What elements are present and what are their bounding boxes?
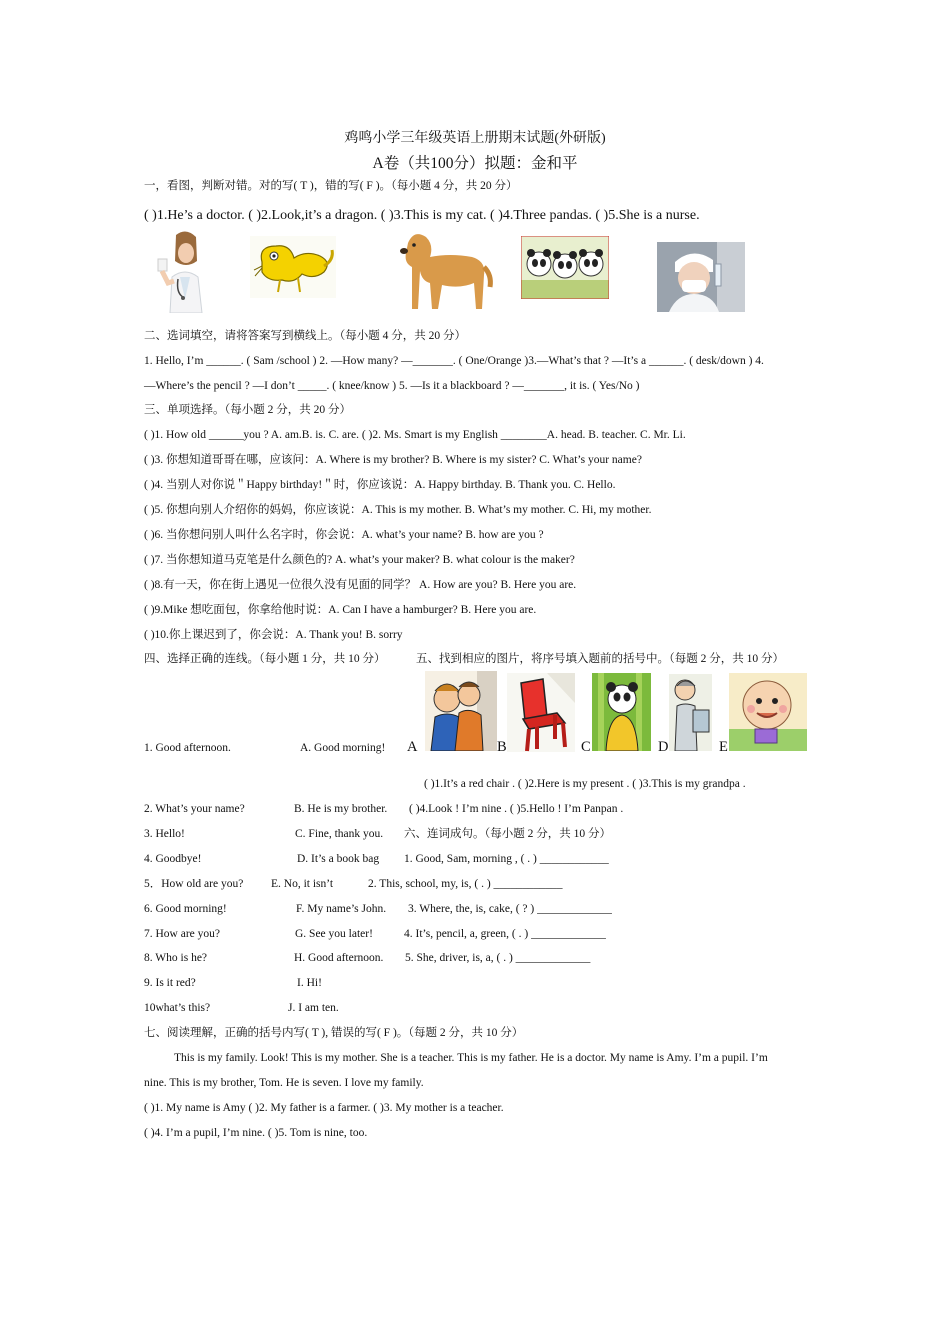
match-left-item: 4. Goodbye!: [144, 853, 202, 865]
section3-item: ( )4. 当别人对你说＂Happy birthday!＂时，你应该说：A. Happy birthday. B. Thank you. C. Hello.: [144, 479, 616, 491]
pandas-picture: [521, 236, 609, 299]
match-right-item: D. It’s a book bag: [297, 853, 380, 865]
section5-line1: ( )1.It’s a red chair . ( )2.Here is my present . ( )3.This is my grandpa .: [424, 778, 746, 790]
dog-picture: [390, 223, 495, 313]
picture-e-letter: E: [719, 739, 728, 755]
section4-heading: 四、选择正确的连线。（每小题 1 分，共 10 分）: [144, 653, 386, 665]
picture-b-letter: B: [497, 739, 507, 755]
reading-passage: This is my family. Look! This is my mother. She is a teacher. This is my father. He is a doctor. My name is Amy. I’m a pupil. I’m: [174, 1052, 768, 1064]
section3-item: ( )6. 当你想问别人叫什么名字时，你会说：A. what’s your name? B. how are you ?: [144, 529, 544, 541]
dragon-picture: [250, 236, 336, 298]
match-left-item: 8. Who is he?: [144, 952, 208, 964]
section7-heading: 七、阅读理解，正确的括号内写( T ), 错误的写( F )。（每题 2 分，共 10 分）: [144, 1027, 524, 1039]
section3-item: ( )5. 你想向别人介绍你的妈妈，你应该说：A. This is my mother. B. What’s my mother. C. Hi, my mother.: [144, 504, 652, 516]
reading-passage-cont: nine. This is my brother, Tom. He is seven. I love my family.: [144, 1077, 424, 1089]
picture-c-panda: [592, 673, 651, 751]
section1-items: ( )1.He’s a doctor. ( )2.Look,it’s a dragon. ( )3.This is my cat. ( )4.Three pandas. ( )5.She is a nurse.: [144, 208, 700, 223]
match-right-item: E. No, it isn’t: [271, 878, 334, 890]
section2-heading: 二、选词填空，请将答案写到横线上。（每小题 4 分，共 20 分）: [144, 330, 466, 342]
section6-item: 1. Good, Sam, morning , ( . ) ____________: [404, 853, 609, 865]
section3-item: ( )10.你上课迟到了，你会说：A. Thank you! B. sorry: [144, 629, 403, 641]
exam-title: 鸡鸣小学三年级英语上册期末试题(外研版): [344, 131, 606, 146]
match-left-item: 7. How are you?: [144, 928, 221, 940]
picture-c-letter: C: [581, 739, 591, 755]
section6-item: 5. She, driver, is, a, ( . ) _____________: [405, 952, 591, 964]
match-left-item: 9. Is it red?: [144, 977, 196, 989]
picture-a-letter: A: [407, 739, 418, 755]
picture-e-girl: [729, 673, 807, 751]
doctor-picture: [150, 229, 220, 313]
section3-item: ( )8.有一天，你在街上遇见一位很久没有见面的同学？ A. How are you? B. Here you are.: [144, 579, 577, 591]
match-right-item: A. Good morning!: [300, 742, 386, 754]
nurse-picture: [657, 242, 745, 312]
section1-heading: 一，看图，判断对错。对的写( T )，错的写( F )。（每小题 4 分，共 20 分）: [144, 180, 518, 192]
match-left-item: 3. Hello!: [144, 828, 185, 840]
section6-item: 4. It’s, pencil, a, green, ( . ) _____________: [404, 928, 606, 940]
picture-b-chair: [507, 673, 575, 752]
section3-heading: 三、单项选择。（每小题 2 分，共 20 分）: [144, 404, 351, 416]
reading-questions: ( )1. My name is Amy ( )2. My father is a farmer. ( )3. My mother is a teacher.: [144, 1102, 504, 1114]
section3-item: ( )1. How old ______you ? A. am.B. is. C. are. ( )2. Ms. Smart is my English ________A. head. B. teacher. C. Mr. Li.: [144, 429, 686, 441]
match-right-item: C. Fine, thank you.: [295, 828, 384, 840]
reading-questions: ( )4. I’m a pupil, I’m nine. ( )5. Tom is nine, too.: [144, 1127, 368, 1139]
section2-line1: 1. Hello, I’m ______. ( Sam /school ) 2. —How many? —_______. ( One/Orange )3.—What’s that ? —It’s a ______. ( desk/down ) 4.: [144, 355, 764, 367]
section5-line2: ( )4.Look ! I’m nine . ( )5.Hello ! I’m Panpan .: [409, 803, 624, 815]
match-right-item: G. See you later!: [295, 928, 373, 940]
match-left-item: 6. Good morning!: [144, 903, 227, 915]
match-left-item: 5．How old are you?: [144, 878, 244, 890]
section3-item: ( )3. 你想知道哥哥在哪，应该问：A. Where is my brother? B. Where is my sister? C. What’s your name?: [144, 454, 642, 466]
section2-line2: —Where’s the pencil ? —I don’t _____. ( knee/know ) 5. —Is it a blackboard ? —_______, it is. ( Yes/No ): [144, 380, 640, 392]
picture-d-boy: [669, 674, 712, 751]
match-left-item: 10what’s this?: [144, 1002, 211, 1014]
match-right-item: H. Good afternoon.: [294, 952, 384, 964]
picture-a-grandpa: [425, 671, 497, 751]
section5-heading: 五、找到相应的图片，将序号填入题前的括号中。（每题 2 分，共 10 分）: [416, 653, 784, 665]
picture-d-letter: D: [658, 739, 669, 755]
match-right-item: J. I am ten.: [288, 1002, 339, 1014]
exam-subtitle: A卷（共100分）拟题：金和平: [372, 155, 578, 172]
section6-item: 3. Where, the, is, cake, ( ? ) _____________: [408, 903, 612, 915]
match-left-item: 2. What’s your name?: [144, 803, 245, 815]
match-right-item: B. He is my brother.: [294, 803, 388, 815]
match-left-item: 1. Good afternoon.: [144, 742, 231, 754]
match-right-item: F. My name’s John.: [296, 903, 387, 915]
section6-heading: 六、连词成句。（每小题 2 分，共 10 分）: [404, 828, 611, 840]
match-right-item: I. Hi!: [297, 977, 322, 989]
section6-item: 2. This, school, my, is, ( . ) ____________: [368, 878, 563, 890]
section3-item: ( )7. 当你想知道马克笔是什么颜色的? A. what’s your maker? B. what colour is the maker?: [144, 554, 575, 566]
section3-item: ( )9.Mike 想吃面包，你拿给他时说：A. Can I have a hamburger? B. Here you are.: [144, 604, 537, 616]
